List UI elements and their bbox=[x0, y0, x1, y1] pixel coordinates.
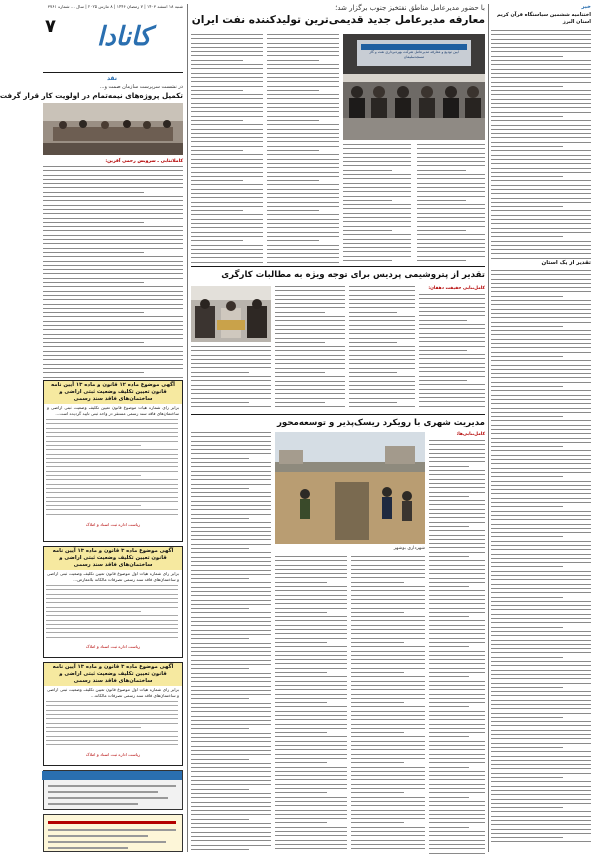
bottom-story-body-a bbox=[429, 440, 485, 852]
notice-text-lines bbox=[46, 419, 178, 519]
left-story-headline: تکمیل پروژه‌های نیمه‌تمام در اولویت کار قرار گرفت bbox=[0, 91, 183, 100]
left-story-byline: کاملانتابی ـ سرویس رحمی آفرین: bbox=[105, 159, 183, 164]
bottom-story-body-c bbox=[275, 556, 347, 852]
notice-title: آگهی موضوع ماده ۳ قانون و ماده ۱۳ آیین نامه قانون تعیین تکلیف وضعیت ثبتی اراضی و ساختمان‌های فاقد سند رسمی bbox=[44, 663, 182, 686]
bottom-story-photo bbox=[275, 432, 425, 544]
middle-story-headline: تقدیر از پتروشیمی پردیس برای توجه ویژه به مطالبات کارگری bbox=[221, 270, 485, 280]
bottom-story-byline: کامل‌نتابی‌ها: bbox=[456, 432, 485, 437]
notice-footer: ریاست اداره ثبت اسناد و املاک bbox=[85, 752, 141, 758]
advertisement-1 bbox=[43, 770, 183, 810]
lead-body-col-c bbox=[343, 144, 411, 262]
bottom-story-caption: شهرداری بوشهر bbox=[393, 546, 425, 551]
right-story-body bbox=[491, 30, 591, 256]
legal-notice-2 bbox=[43, 546, 183, 658]
column-divider-left bbox=[187, 4, 188, 852]
right-story-headline: اختتامیه ششمین سیاستگاه قرآن کریم استان البرز bbox=[496, 12, 591, 25]
notice-body: برابر رای شماره هیات اول موضوع قانون تعیین تکلیف وضعیت ثبتی اراضی و ساختمان‌های فاقد سند رسمی تصرفات مالکانه بلامعارض... bbox=[47, 571, 179, 582]
bottom-story-headline: مدیریت شهری با رویکرد ریسک‌پذیر و توسعه‌محور bbox=[276, 418, 485, 428]
right-section-label: خبر bbox=[581, 4, 591, 10]
lead-body-col-b bbox=[267, 34, 339, 262]
middle-story-body-c bbox=[349, 286, 415, 410]
notice-footer: ریاست اداره ثبت اسناد و املاک bbox=[85, 522, 141, 528]
notice-footer: ریاست اداره ثبت اسناد و املاک bbox=[85, 644, 141, 650]
left-section-label: نقد bbox=[106, 75, 118, 82]
masthead bbox=[43, 4, 183, 70]
middle-story-body-b bbox=[275, 286, 345, 410]
photo-banner-text: آیین تودیع و معارفه مدیرعامل شرکت بهره‌برداری نفت و گاز مسجدسلیمان bbox=[369, 50, 459, 59]
right-story2-body bbox=[491, 270, 591, 830]
notice-text-lines bbox=[46, 701, 178, 749]
notice-body: برابر رای شماره هیات موضوع قانون تعیین تکلیف وضعیت ثبتی اراضی و ساختمان‌های فاقد سند رسمی مستقر در واحد ثبتی تایید گردیده است... bbox=[47, 405, 179, 416]
lead-bottom-rule bbox=[191, 266, 485, 267]
edition-line: شنبه ۱۸ اسفند ۱۴۰۳ | ۷ رمضان ۱۴۴۶ | ۸ مارس ۲۰۲۵ | سال ... شماره ۳۷۶۱ bbox=[47, 4, 183, 9]
column-divider-right bbox=[488, 4, 489, 852]
left-story-photo bbox=[43, 103, 183, 155]
middle-story-byline: کامل‌نتابی حقیقت دهقان: bbox=[428, 286, 485, 291]
left-story-body bbox=[43, 166, 183, 376]
masthead-divider bbox=[43, 72, 183, 73]
lead-body-col-d bbox=[417, 144, 485, 262]
left-story-subtitle: در نشست سرپرست سازمان صمت و... bbox=[99, 84, 183, 90]
right-story2-headline: تقدیر از یک استان bbox=[541, 260, 591, 266]
middle-story-photo bbox=[191, 286, 271, 342]
legal-notice-3 bbox=[43, 662, 183, 766]
legal-notice-1 bbox=[43, 380, 183, 542]
page-number: ۷ bbox=[45, 16, 56, 37]
bottom-story-body-d bbox=[351, 556, 425, 852]
notice-text-lines bbox=[46, 585, 178, 641]
lead-headline: معارفه مدیرعامل جدید قدیمی‌ترین تولیدکننده نفت ایران bbox=[191, 14, 485, 26]
lead-photo bbox=[343, 34, 485, 140]
bottom-story-body-b bbox=[191, 432, 271, 852]
lead-body-col-a bbox=[191, 34, 263, 262]
newspaper-logo: کانادا bbox=[96, 22, 152, 52]
lead-kicker: با حضور مدیرعامل مناطق نفتخیز جنوب برگزار شد؛ bbox=[335, 4, 485, 12]
notice-title: آگهی موضوع ماده ۱۲ قانون و ماده ۱۳ آیین نامه قانون تعیین تکلیف وضعیت ثبتی اراضی و ساختمان‌های فاقد سند رسمی bbox=[44, 381, 182, 404]
notice-body: برابر رای شماره هیات اول موضوع قانون تعیین تکلیف وضعیت ثبتی اراضی و ساختمان‌های فاقد سند رسمی تصرفات مالکانه... bbox=[47, 687, 179, 698]
advertisement-2 bbox=[43, 814, 183, 852]
notice-title: آگهی موضوع ماده ۳ قانون و ماده ۱۳ آیین نامه قانون تعیین تکلیف وضعیت ثبتی اراضی و ساختمان‌های فاقد سند رسمی bbox=[44, 547, 182, 570]
middle-story-body-a bbox=[191, 346, 271, 410]
middle-story-body-d bbox=[419, 294, 485, 410]
middle-bottom-rule bbox=[191, 414, 485, 415]
